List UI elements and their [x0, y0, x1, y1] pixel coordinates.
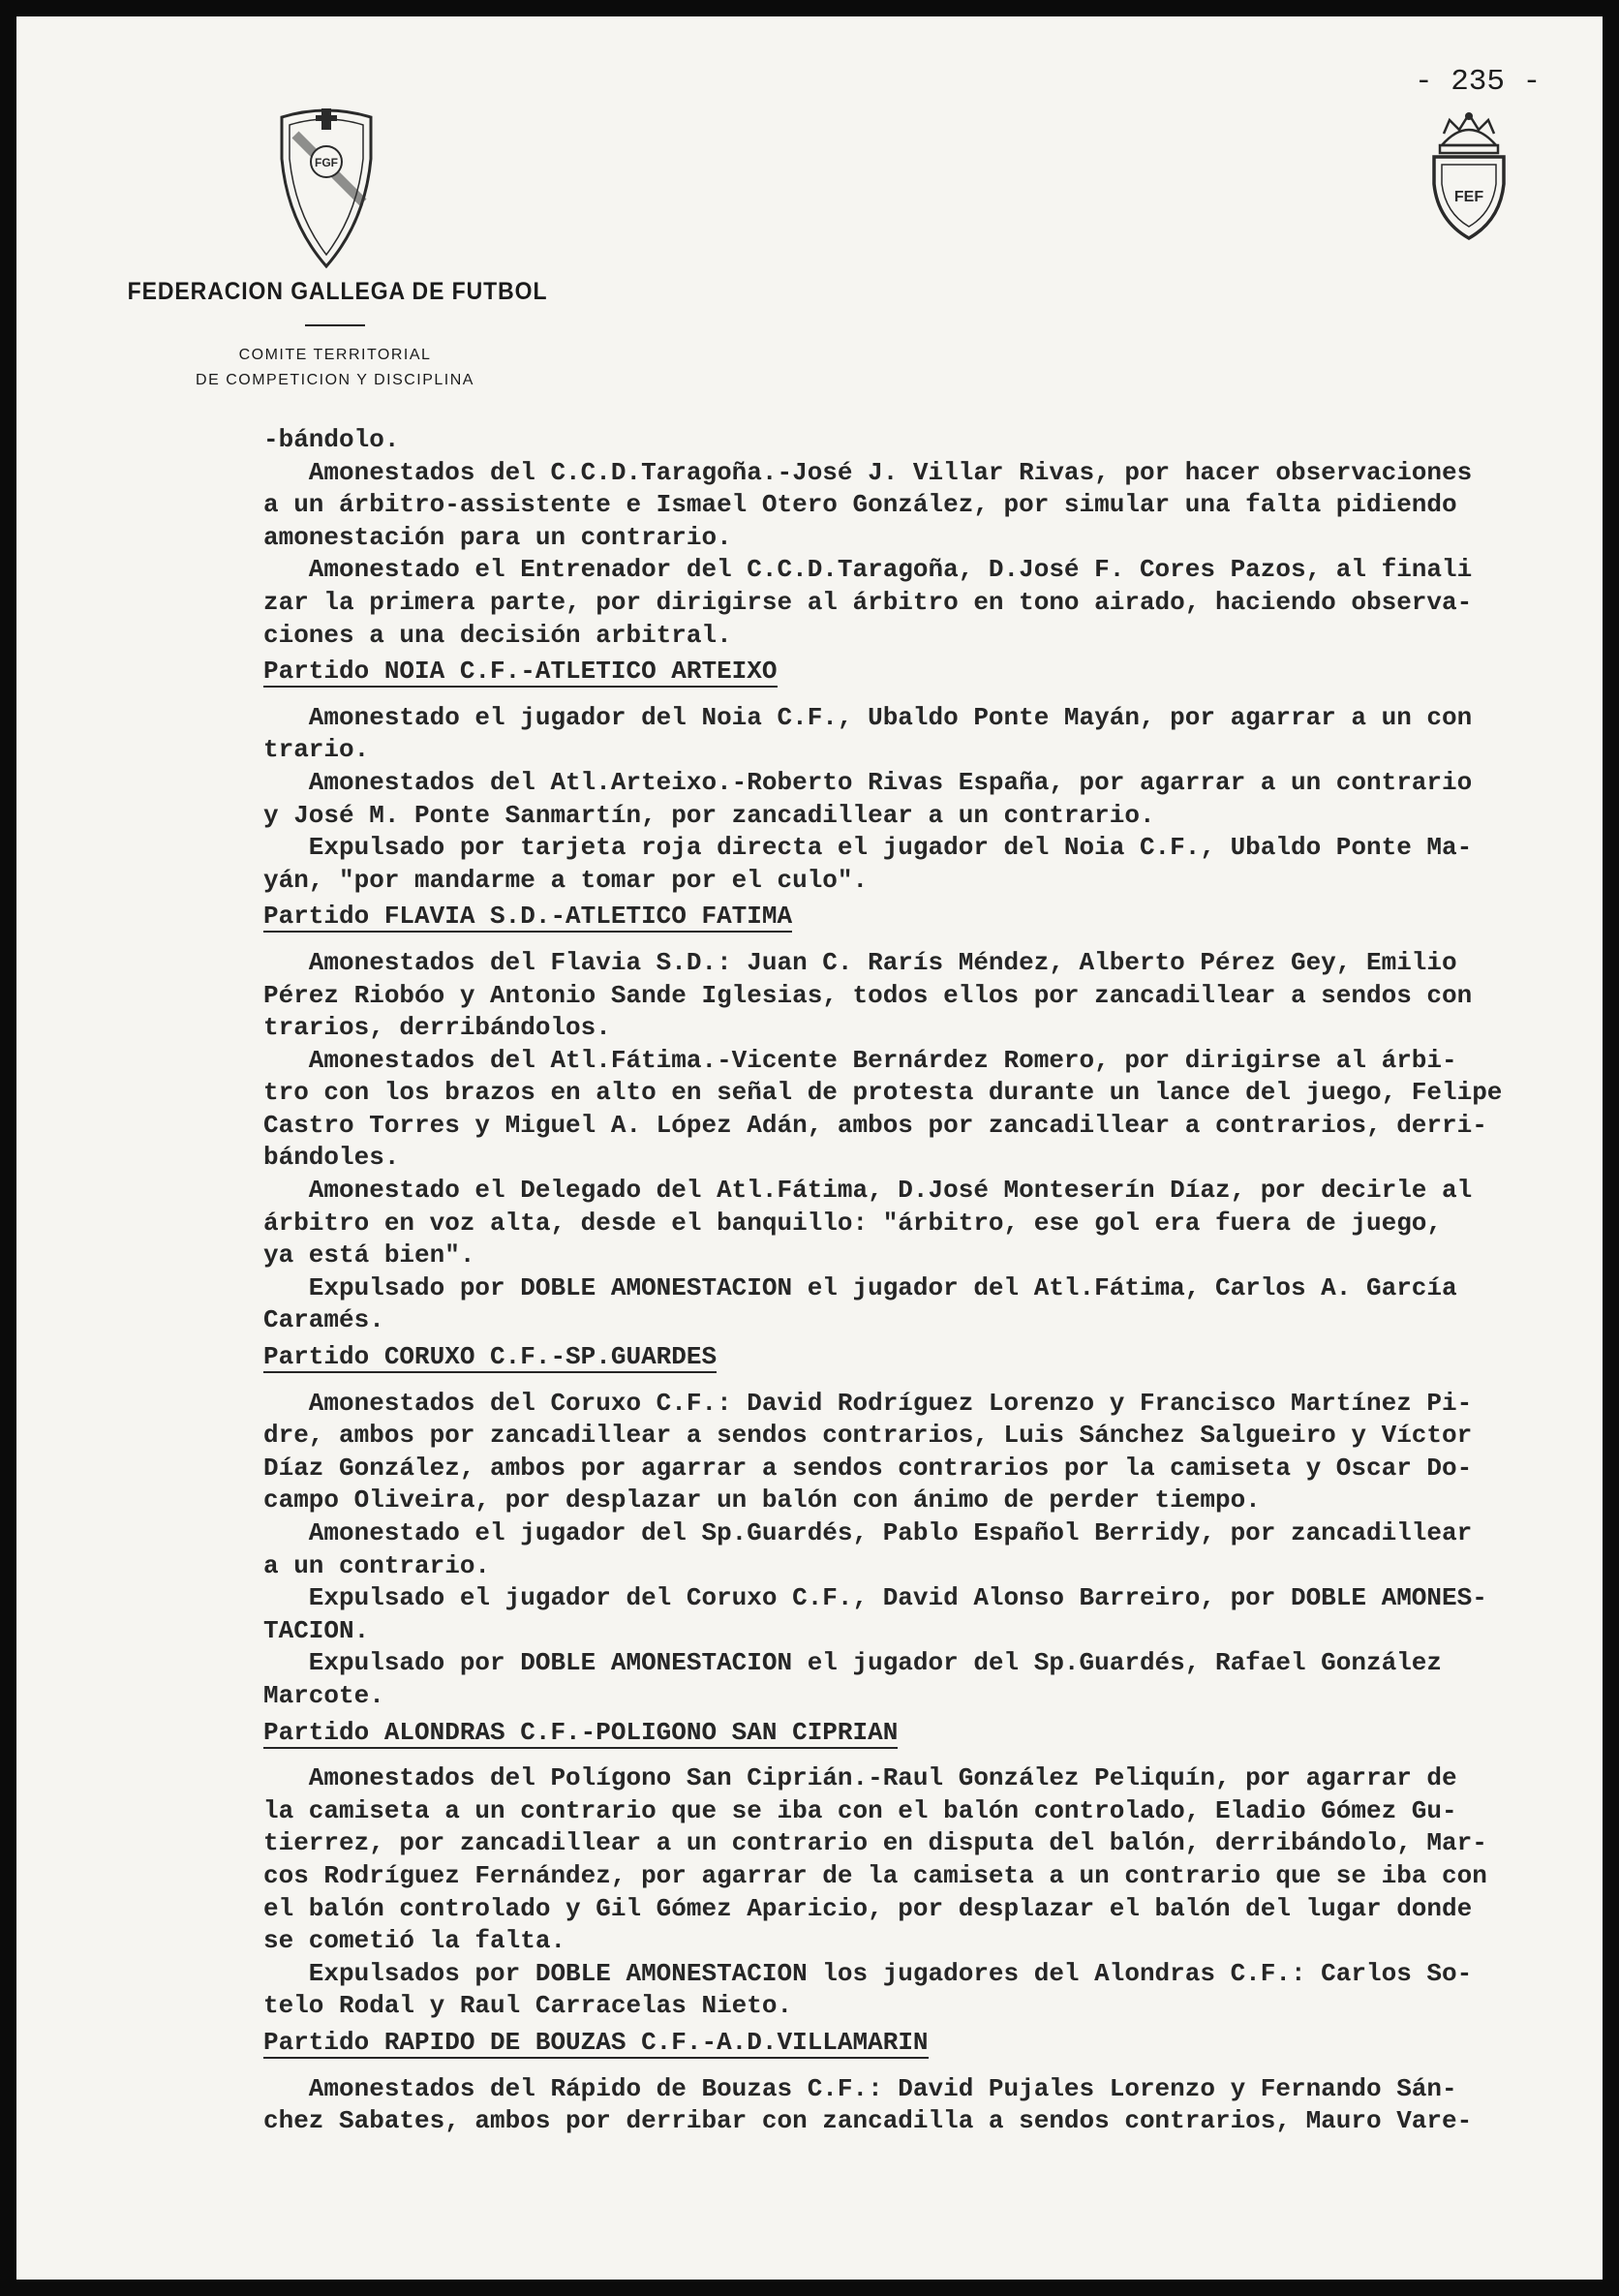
text-line: ciones a una decisión arbitral.	[263, 620, 732, 650]
match-heading-prefix: Partido	[263, 657, 384, 687]
text-line: Caramés.	[263, 1305, 384, 1335]
text-line: campo Oliveira, por desplazar un balón con ánimo de perder tiempo.	[263, 1485, 1261, 1515]
text-line: telo Rodal y Raul Carracelas Nieto.	[263, 1991, 793, 2021]
text-line: Expulsado por DOBLE AMONESTACION el jugador del Sp.Guardés, Rafael González	[263, 1648, 1442, 1678]
match-heading-prefix: Partido	[263, 1717, 384, 1747]
match-heading	[263, 1717, 1603, 1750]
match-section	[263, 1341, 1603, 1713]
text-line: tro con los brazos en alto en señal de protesta durante un lance del juego, Felipe	[263, 1078, 1503, 1108]
text-line: Amonestado el jugador del Noia C.F., Ubaldo Ponte Mayán, por agarrar a un con	[263, 702, 1473, 732]
text-line: Expulsado el jugador del Coruxo C.F., David Alonso Barreiro, por DOBLE AMONES-	[263, 1583, 1487, 1613]
match-heading-teams: RAPIDO DE BOUZAS C.F.-A.D.VILLAMARIN	[383, 2027, 929, 2057]
document-body	[263, 424, 1603, 2138]
left-emblem-text: FGF	[315, 156, 338, 169]
text-line: Amonestados del Polígono San Ciprián.-Raul González Peliquín, por agarrar de	[263, 1763, 1457, 1793]
intro-block	[263, 424, 1603, 652]
text-line: zar la primera parte, por dirigirse al árbitro en tono airado, haciendo observa-	[263, 587, 1473, 617]
text-line: se cometió la falta.	[263, 1926, 566, 1956]
text-line: y José M. Ponte Sanmartín, por zancadillear a un contrario.	[263, 800, 1155, 830]
committee-line-1: COMITE TERRITORIAL	[238, 347, 432, 363]
text-line: Amonestados del Coruxo C.F.: David Rodríguez Lorenzo y Francisco Martínez Pi-	[263, 1388, 1473, 1418]
text-line: Amonestados del Atl.Arteixo.-Roberto Rivas España, por agarrar a un contrario	[263, 767, 1473, 797]
text-line: Amonestados del Atl.Fátima.-Vicente Bernárdez Romero, por dirigirse al árbi-	[263, 1045, 1457, 1075]
match-heading-teams: NOIA C.F.-ATLETICO ARTEIXO	[383, 657, 778, 687]
text-line: Castro Torres y Miguel A. López Adán, ambos por zancadillear a contrarios, derri-	[263, 1110, 1487, 1140]
match-heading	[263, 901, 1603, 934]
right-emblem-text: FEF	[1453, 189, 1484, 205]
match-heading-teams: ALONDRAS C.F.-POLIGONO SAN CIPRIAN	[383, 1717, 899, 1747]
match-heading-prefix: Partido	[263, 902, 384, 932]
text-line: cos Rodríguez Fernández, por agarrar de la camiseta a un contrario que se iba con	[263, 1860, 1487, 1890]
text-line: Amonestados del Rápido de Bouzas C.F.: David Pujales Lorenzo y Fernando Sán-	[263, 2073, 1457, 2103]
text-line: Expulsado por DOBLE AMONESTACION el jugador del Atl.Fátima, Carlos A. García	[263, 1272, 1457, 1302]
text-line: trario.	[263, 735, 370, 765]
match-section	[263, 656, 1603, 897]
committee-line-2: DE COMPETICION Y DISCIPLINA	[196, 372, 474, 388]
spanish-federation-crest	[1428, 107, 1510, 242]
match-section	[263, 2027, 1603, 2138]
text-line: TACION.	[263, 1615, 370, 1645]
text-line: el balón controlado y Gil Gómez Aparicio, por desplazar el balón del lugar donde	[263, 1893, 1473, 1923]
match-heading-teams: CORUXO C.F.-SP.GUARDES	[383, 1342, 718, 1372]
text-line: árbitro en voz alta, desde el banquillo: "árbitro, ese gol era fuera de juego,	[263, 1208, 1442, 1238]
federation-shield-emblem	[276, 106, 377, 270]
text-line: Expulsado por tarjeta roja directa el jugador del Noia C.F., Ubaldo Ponte Ma-	[263, 833, 1473, 863]
text-line: Amonestado el Delegado del Atl.Fátima, D.José Monteserín Díaz, por decirle al	[263, 1176, 1473, 1206]
text-line: Amonestados del C.C.D.Taragoña.-José J. Villar Rivas, por hacer observaciones	[263, 457, 1473, 487]
document-page	[16, 16, 1603, 2280]
text-line: Amonestado el jugador del Sp.Guardés, Pablo Español Berridy, por zancadillear	[263, 1518, 1473, 1547]
match-heading	[263, 656, 1603, 689]
match-section	[263, 1717, 1603, 2023]
text-line: amonestación para un contrario.	[263, 522, 732, 552]
letterhead	[109, 278, 561, 393]
text-line: a un árbitro-assistente e Ismael Otero González, por simular una falta pidiendo	[263, 490, 1457, 520]
match-heading-prefix: Partido	[263, 2027, 384, 2057]
text-line: bándoles.	[263, 1143, 400, 1173]
match-heading	[263, 2027, 1603, 2060]
text-line: Amonestados del Flavia S.D.: Juan C. Rarís Méndez, Alberto Pérez Gey, Emilio	[263, 947, 1457, 977]
text-line: a un contrario.	[263, 1550, 491, 1580]
text-line: chez Sabates, ambos por derribar con zancadilla a sendos contrarios, Mauro Vare-	[263, 2106, 1473, 2136]
text-line: -bándolo.	[263, 425, 400, 454]
text-line: Díaz González, ambos por agarrar a sendos contrarios por la camiseta y Oscar Do-	[263, 1453, 1473, 1483]
match-section	[263, 901, 1603, 1337]
letterhead-divider	[305, 324, 365, 326]
organization-name: FEDERACION GALLEGA DE FUTBOL	[127, 278, 548, 305]
text-line: yán, "por mandarme a tomar por el culo".	[263, 865, 869, 895]
match-heading	[263, 1341, 1603, 1374]
text-line: Amonestado el Entrenador del C.C.D.Taragoña, D.José F. Cores Pazos, al finali	[263, 555, 1473, 585]
match-heading-teams: FLAVIA S.D.-ATLETICO FATIMA	[383, 902, 793, 932]
text-line: tierrez, por zancadillear a un contrario en disputa del balón, derribándolo, Mar-	[263, 1828, 1487, 1858]
text-line: Marcote.	[263, 1680, 384, 1710]
text-line: dre, ambos por zancadillear a sendos contrarios, Luis Sánchez Salgueiro y Víctor	[263, 1421, 1473, 1451]
text-line: la camiseta a un contrario que se iba con el balón controlado, Eladio Gómez Gu-	[263, 1795, 1457, 1825]
text-line: Pérez Riobóo y Antonio Sande Iglesias, todos ellos por zancadillear a sendos con	[263, 980, 1473, 1010]
match-heading-prefix: Partido	[263, 1342, 384, 1372]
text-line: trarios, derribándolos.	[263, 1013, 611, 1043]
text-line: Expulsados por DOBLE AMONESTACION los jugadores del Alondras C.F.: Carlos So-	[263, 1958, 1473, 1988]
text-line: ya está bien".	[263, 1240, 475, 1270]
page-number: - 235 -	[1415, 65, 1542, 99]
